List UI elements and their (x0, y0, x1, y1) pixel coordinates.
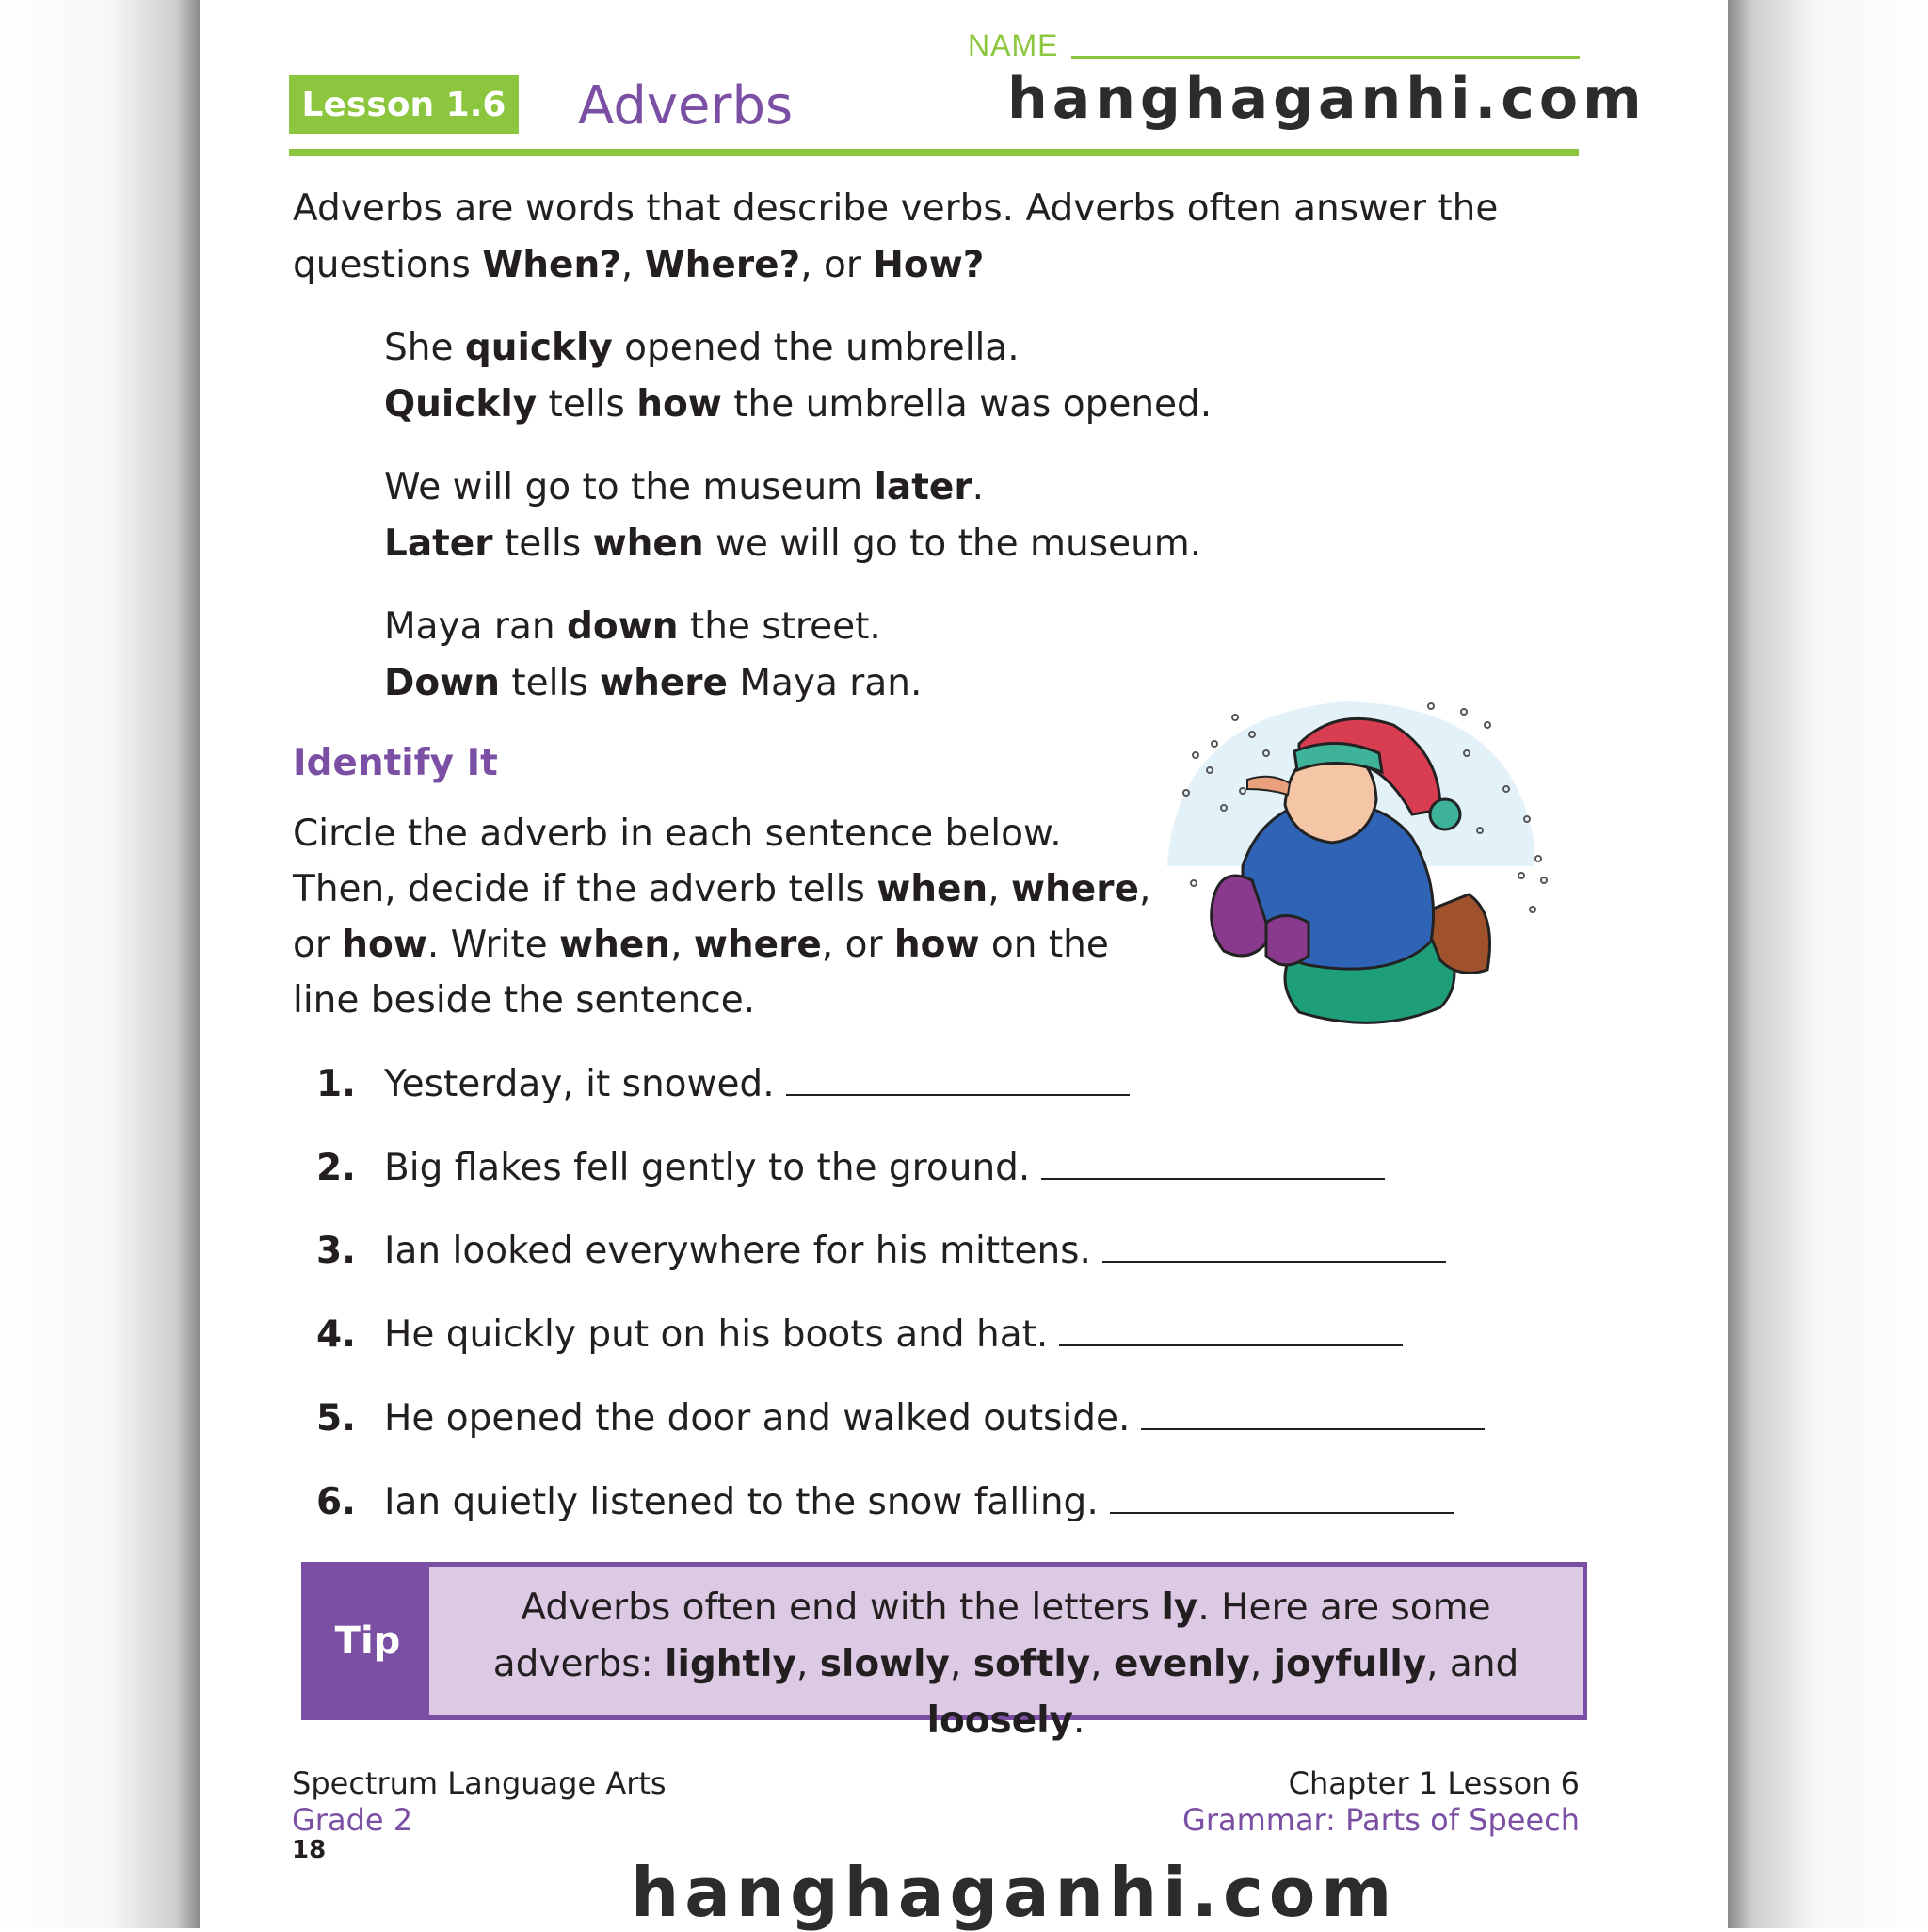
tip-box (301, 1562, 1587, 1742)
lesson-title: Adverbs (578, 75, 794, 137)
question-4-number: 4. (316, 1313, 356, 1356)
footer-grade: Grade 2 (292, 1802, 413, 1838)
question-5: He opened the door and walked outside. (384, 1391, 1485, 1447)
lesson-badge: Lesson 1.6 (289, 75, 519, 134)
answer-line-4[interactable] (1059, 1312, 1403, 1346)
answer-line-6[interactable] (1110, 1480, 1454, 1514)
watermark-bottom: hanghaganhi.com (631, 1853, 1398, 1932)
example-2-explanation: Later tells when we will go to the museum. (384, 523, 1202, 565)
tip-label: Tip (306, 1567, 429, 1715)
instructions-line-4: line beside the sentence. (293, 979, 756, 1022)
tip-text (429, 1580, 1583, 1749)
watermark-top: hanghaganhi.com (1007, 66, 1647, 132)
mitten-right (1266, 916, 1309, 966)
question-3: Ian looked everywhere for his mittens. (384, 1223, 1446, 1280)
example-2-sentence: We will go to the museum later. (384, 466, 984, 508)
example-1-sentence: She quickly opened the umbrella. (384, 327, 1020, 369)
page-shadow-right (1728, 0, 1928, 1928)
question-5-number: 5. (316, 1397, 356, 1440)
question-4: He quickly put on his boots and hat. (384, 1307, 1403, 1363)
intro-line-1: Adverbs are words that describe verbs. Adverbs often answer the (293, 187, 1499, 230)
question-2: Big flakes fell gently to the ground. (384, 1140, 1385, 1197)
instructions-line-3: or how. Write when, where, or how on the (293, 924, 1109, 966)
intro-line-2: questions When?, Where?, or How? (293, 244, 985, 286)
question-2-number: 2. (316, 1147, 356, 1189)
name-label: NAME (968, 28, 1059, 62)
instructions-line-2: Then, decide if the adverb tells when, where, (293, 868, 1151, 910)
name-line[interactable] (1071, 56, 1580, 59)
question-1-number: 1. (316, 1063, 356, 1105)
header-divider (289, 149, 1579, 156)
answer-line-2[interactable] (1041, 1146, 1385, 1180)
answer-line-5[interactable] (1141, 1396, 1485, 1430)
tip-line-1: Adverbs often end with the letters ly. Here are some (521, 1586, 1491, 1629)
footer-topic: Grammar: Parts of Speech (1182, 1802, 1580, 1838)
footer-book-title: Spectrum Language Arts (292, 1765, 667, 1801)
instructions-line-1: Circle the adverb in each sentence below. (293, 813, 1062, 855)
hat-pompom (1430, 799, 1460, 829)
footer-chapter: Chapter 1 Lesson 6 (1288, 1765, 1580, 1801)
answer-line-3[interactable] (1102, 1229, 1446, 1263)
page-shadow-left (0, 0, 200, 1928)
snow-kid-illustration (1158, 697, 1563, 1036)
question-3-number: 3. (316, 1230, 356, 1272)
section-heading-identify: Identify It (293, 742, 498, 784)
example-1-explanation: Quickly tells how the umbrella was opened. (384, 383, 1213, 426)
example-3-explanation: Down tells where Maya ran. (384, 662, 923, 704)
footer-page-number: 18 (292, 1836, 327, 1864)
question-6: Ian quietly listened to the snow falling. (384, 1474, 1454, 1531)
answer-line-1[interactable] (786, 1062, 1130, 1096)
tip-line-2: adverbs: lightly, slowly, softly, evenly, joyfully, and loosely. (492, 1643, 1519, 1742)
example-3-sentence: Maya ran down the street. (384, 605, 881, 648)
question-1: Yesterday, it snowed. (384, 1056, 1130, 1113)
question-6-number: 6. (316, 1481, 356, 1523)
